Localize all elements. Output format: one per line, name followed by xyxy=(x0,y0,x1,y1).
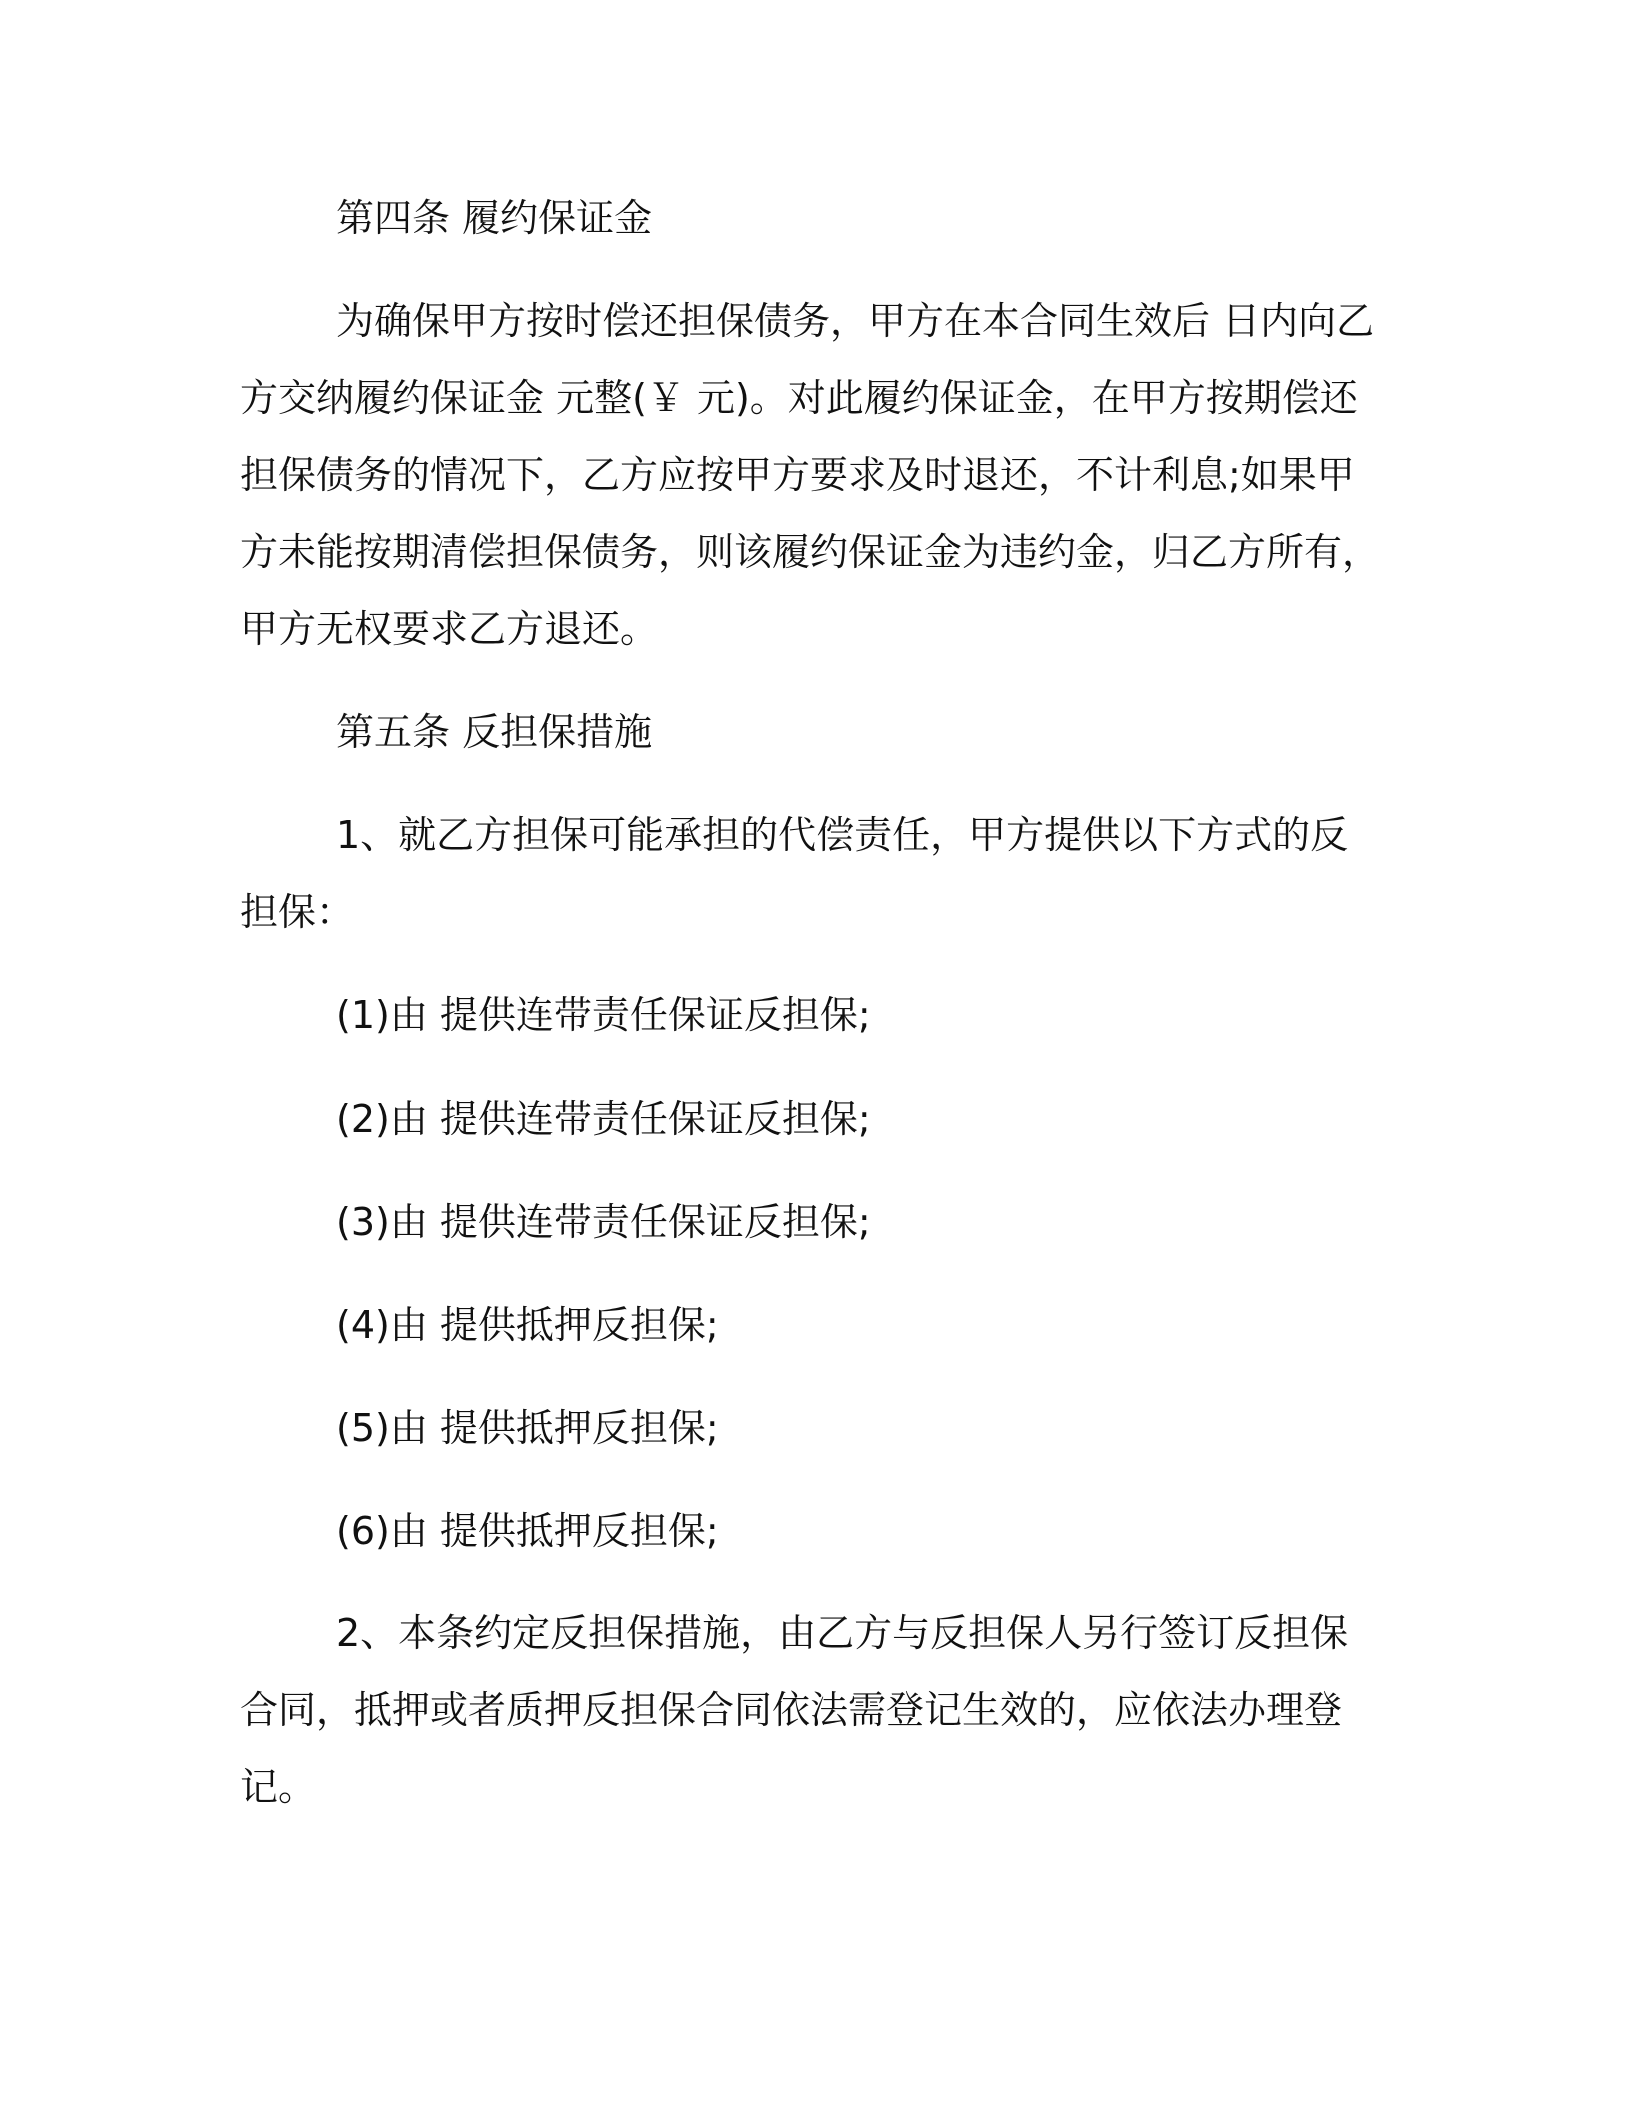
article-5-heading: 第五条 反担保措施 xyxy=(336,710,653,754)
article-5-clause-2: 2、本条约定反担保措施，由乙方与反担保人另行签订反担保合同，抵押或者质押反担保合同依法需登记生效的，应依法办理登记。 xyxy=(240,1611,1349,1809)
guarantee-item-2: (2)由 提供连带责任保证反担保; xyxy=(336,1097,871,1141)
article-4-heading: 第四条 履约保证金 xyxy=(336,196,653,240)
article-5-clause-1: 1、就乙方担保可能承担的代偿责任，甲方提供以下方式的反担保： xyxy=(240,813,1349,934)
guarantee-item-6: (6)由 提供抵押反担保; xyxy=(336,1509,719,1553)
guarantee-item-1: (1)由 提供连带责任保证反担保; xyxy=(336,993,871,1037)
guarantee-item-5: (5)由 提供抵押反担保; xyxy=(336,1406,719,1450)
article-4-paragraph: 为确保甲方按时偿还担保债务，甲方在本合同生效后 日内向乙方交纳履约保证金 元整(￥ 元)。对此履约保证金，在甲方按期偿还担保债务的情况下，乙方应按甲方要求及时退还，不计利息;如果甲方未能按期清偿担保债务，则该履约保证金为违约金，归乙方所有，甲方无权要求乙方退还。 xyxy=(240,299,1381,651)
guarantee-item-4: (4)由 提供抵押反担保; xyxy=(336,1303,719,1347)
guarantee-item-3: (3)由 提供连带责任保证反担保; xyxy=(336,1200,871,1244)
